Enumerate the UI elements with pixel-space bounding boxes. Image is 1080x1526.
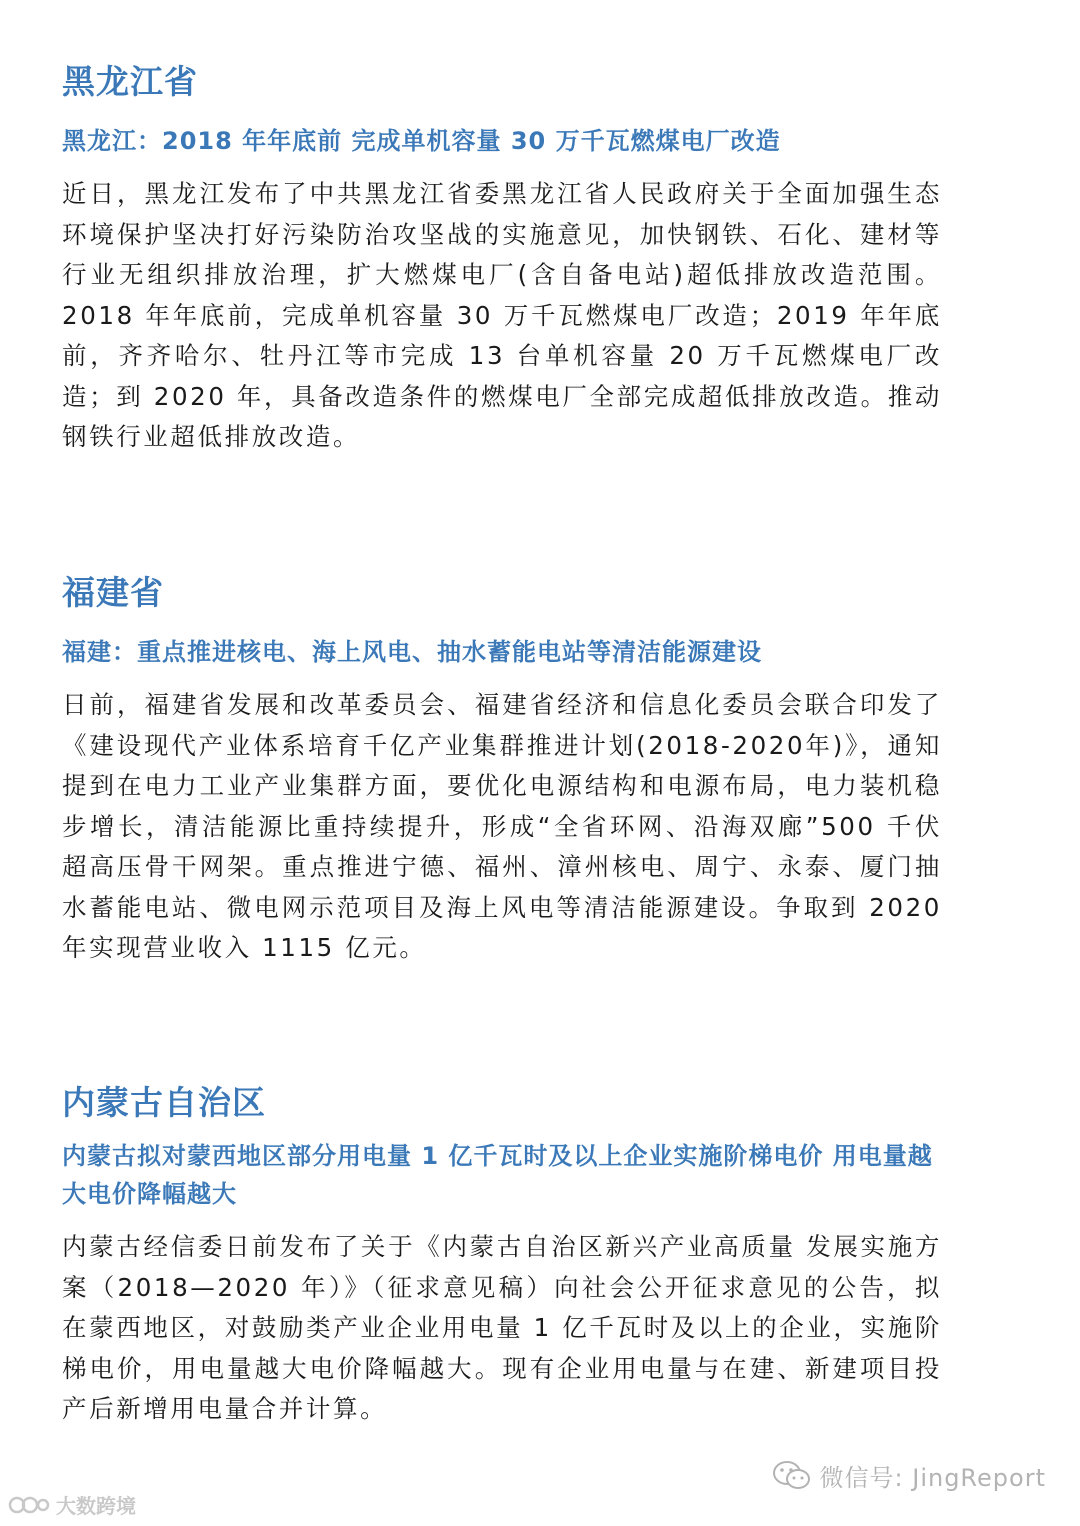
article-title: 福建：重点推进核电、海上风电、抽水蓄能电站等清洁能源建设 — [62, 638, 762, 666]
article-title: 黑龙江：2018 年年底前 完成单机容量 30 万千瓦燃煤电厂改造 — [62, 127, 781, 155]
section-heading: 内蒙古自治区 — [62, 1083, 266, 1122]
article-title: 内蒙古拟对蒙西地区部分用电量 1 亿千瓦时及以上企业实施阶梯电价 用电量越大电价降幅越大 — [62, 1142, 933, 1208]
site-watermark — [8, 1490, 136, 1519]
wechat-icon — [772, 1459, 812, 1493]
site-logo-icon — [8, 1493, 50, 1517]
wechat-id-label: 微信号: JingReport — [819, 1464, 1046, 1492]
article-body: 日前，福建省发展和改革委员会、福建省经济和信息化委员会联合印发了《建设现代产业体系培育千亿产业集群推进计划(2018-2020年)》，通知提到在电力工业产业集群方面，要优化电源结构和电源布局，电力装机稳步增长，清洁能源比重持续提升，形成“全省环网、沿海双廊”500 千伏超高压骨干网架。重点推进宁德、福州、漳州核电、周宁、永泰、厦门抽水蓄能电站、微电网示范项目及海上风电等清洁能源建设。争取到 2020 年实现营业收入 1115 亿元。 — [62, 690, 942, 962]
article-body: 内蒙古经信委日前发布了关于《内蒙古自治区新兴产业高质量 发展实施方案（2018—2020 年）》（征求意见稿）向社会公开征求意见的公告，拟在蒙西地区，对鼓励类产业企业用电量 1 亿千瓦时及以上的企业，实施阶梯电价，用电量越大电价降幅越大。现有企业用电量与在建、新建项目投产后新增用电量合并计算。 — [62, 1232, 942, 1423]
article-body: 近日，黑龙江发布了中共黑龙江省委黑龙江省人民政府关于全面加强生态环境保护坚决打好污染防治攻坚战的实施意见，加快钢铁、石化、建材等行业无组织排放治理，扩大燃煤电厂(含自备电站)超低排放改造范围。2018 年年底前，完成单机容量 30 万千瓦燃煤电厂改造；2019 年年底前，齐齐哈尔、牡丹江等市完成 13 台单机容量 20 万千瓦燃煤电厂改造；到 2020 年，具备改造条件的燃煤电厂全部完成超低排放改造。推动钢铁行业超低排放改造。 — [62, 179, 942, 451]
site-label: 大数跨境 — [56, 1494, 136, 1518]
section-heading: 黑龙江省 — [62, 62, 198, 101]
section-heilongjiang — [62, 62, 942, 458]
section-fujian — [62, 573, 942, 969]
wechat-watermark — [772, 1458, 1046, 1493]
section-heading: 福建省 — [62, 573, 164, 612]
section-neimenggu — [62, 1083, 942, 1430]
